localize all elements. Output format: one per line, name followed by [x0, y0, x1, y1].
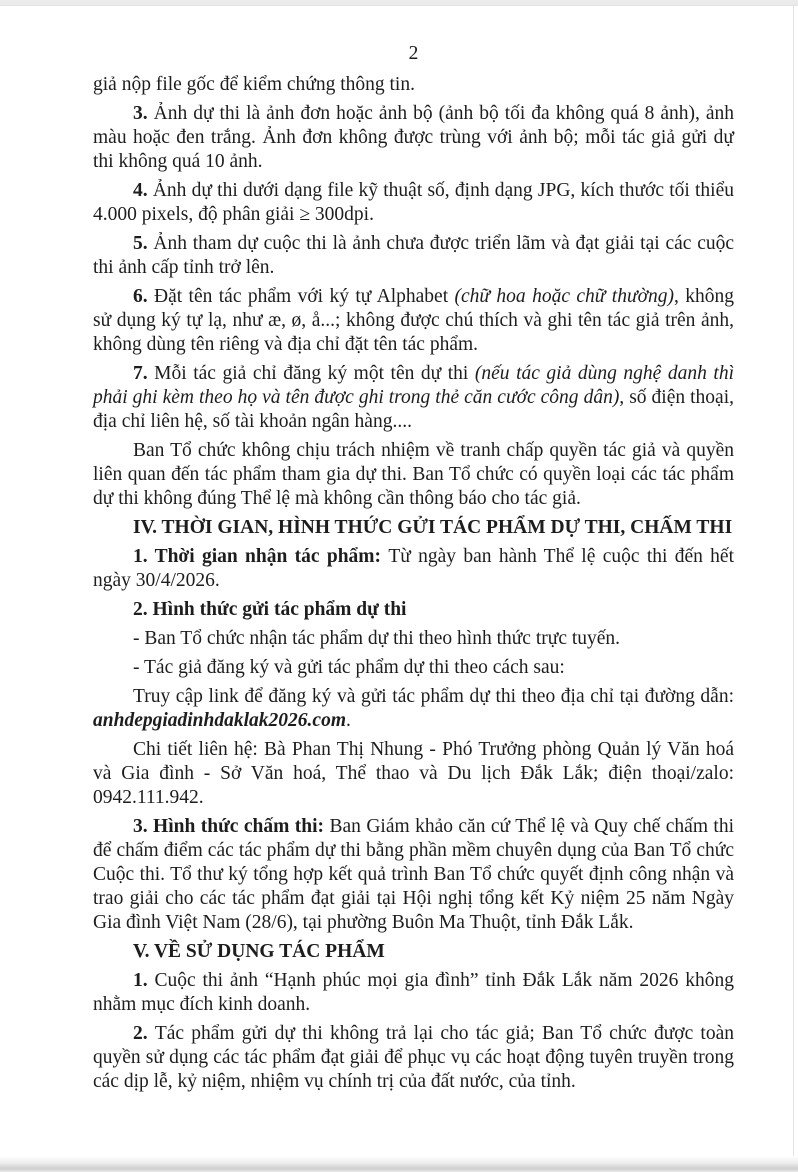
paragraph — [93, 285, 734, 357]
paragraph — [93, 815, 734, 935]
page-right-edge — [793, 6, 794, 1156]
text-run: giả nộp file gốc để kiểm chứng thông tin. — [93, 74, 415, 95]
text-run: 5. — [133, 233, 154, 254]
text-run: 2. — [133, 1023, 155, 1044]
text-run: số điện thoại, địa chỉ liên hệ, số tài khoản ngân hàng.... — [93, 387, 734, 432]
document-body — [93, 73, 734, 1094]
text-run: 2. Hình thức gửi tác phẩm dự thi — [133, 599, 407, 620]
text-run: Từ ngày ban hành Thể lệ cuộc thi đến hết ngày 30/4/2026. — [93, 546, 735, 591]
text-run: Ảnh tham dự cuộc thi là ảnh chưa được triển lãm và đạt giải tại các cuộc thi ảnh cấp tỉnh trở lên. — [93, 233, 735, 278]
text-run: Mỗi tác giả chỉ đăng ký một tên dự thi — [154, 363, 475, 384]
text-run: Cuộc thi ảnh “Hạnh phúc mọi gia đình” tỉnh Đắk Lắk năm 2026 không nhằm mục đích kinh doanh. — [93, 970, 734, 1015]
paragraph — [93, 439, 734, 511]
section-heading — [93, 516, 734, 540]
paragraph — [93, 545, 734, 593]
paragraph — [93, 232, 734, 280]
text-run: 4. — [133, 180, 153, 201]
paragraph — [93, 598, 734, 622]
paragraph — [93, 362, 734, 434]
text-run: Truy cập link để đăng ký và gửi tác phẩm dự thi theo địa chỉ tại đường dẫn: — [133, 686, 734, 707]
paragraph — [93, 102, 734, 174]
section-heading — [93, 940, 734, 964]
text-run: Ảnh dự thi là ảnh đơn hoặc ảnh bộ (ảnh bộ tối đa không quá 8 ảnh), ảnh màu hoặc đen trắng. Ảnh đơn không được trùng với ảnh bộ; mỗi tác giả gửi dự thi không quá 10 ảnh. — [93, 103, 735, 172]
text-run: Tác phẩm gửi dự thi không trả lại cho tác giả; Ban Tổ chức được toàn quyền sử dụng các tác phẩm đạt giải để phục vụ các hoạt động tuyên truyền trong các dịp lễ, kỷ niệm, nhiệm vụ chính trị của đất nước, của tỉnh. — [93, 1023, 735, 1092]
text-run: 1. Thời gian nhận tác phẩm: — [133, 546, 389, 567]
text-run: Đặt tên tác phẩm với ký tự Alphabet — [154, 286, 455, 307]
text-run: , không sử dụng ký tự lạ, như æ, ø, å...; không được chú thích và ghi tên tác giả trên ảnh, không dùng tên riêng và địa chỉ đặt tên tác phẩm. — [93, 286, 735, 355]
text-run: 6. — [133, 286, 155, 307]
paragraph — [93, 685, 734, 733]
paragraph — [93, 627, 734, 651]
text-run: (nếu tác giả dùng nghệ danh thì phải ghi kèm theo họ và tên được ghi trong thẻ căn cước công dân), — [93, 363, 734, 408]
text-run: Ban Tổ chức không chịu trách nhiệm về tranh chấp quyền tác giả và quyền liên quan đến tác phẩm tham gia dự thi. Ban Tổ chức có quyền loại các tác phẩm dự thi không đúng Thể lệ mà không cần thông báo cho tác giả. — [93, 440, 734, 509]
text-run: (chữ hoa hoặc chữ thường) — [454, 286, 674, 307]
paragraph — [93, 179, 734, 227]
paragraph — [93, 73, 734, 97]
paragraph — [93, 656, 734, 680]
page-number: 2 — [408, 43, 419, 64]
page-bottom-shadow — [0, 1156, 798, 1172]
text-run: Ảnh dự thi dưới dạng file kỹ thuật số, định dạng JPG, kích thước tối thiểu 4.000 pixels, độ phân giải ≥ 300dpi. — [93, 180, 734, 225]
contest-url: anhdepgiadinhdaklak2026.com — [93, 710, 346, 731]
paragraph — [93, 1022, 734, 1094]
paragraph — [93, 969, 734, 1017]
text-run: - Ban Tổ chức nhận tác phẩm dự thi theo hình thức trực tuyến. — [133, 628, 621, 649]
text-run: 3. Hình thức chấm thi: — [133, 816, 330, 837]
text-run: Ban Giám khảo căn cứ Thể lệ và Quy chế chấm thi để chấm điểm các tác phẩm dự thi bằng phần mềm chuyên dụng của Ban Tổ chức Cuộc thi. Tổ thư ký tổng hợp kết quả trình Ban Tổ chức quyết định công nhận và trao giải cho các tác phẩm đạt giải tại Hội nghị tổng kết Kỷ niệm 25 năm Ngày Gia đình Việt Nam (28/6), tại phường Buôn Ma Thuột, tỉnh Đắk Lắk. — [93, 816, 734, 933]
text-run: Chi tiết liên hệ: Bà Phan Thị Nhung - Phó Trưởng phòng Quản lý Văn hoá và Gia đình - Sở Văn hoá, Thể thao và Du lịch Đắk Lắk; điện thoại/zalo: 0942.111.942. — [93, 739, 734, 808]
text-run: V. VỀ SỬ DỤNG TÁC PHẨM — [133, 941, 385, 962]
text-run: - Tác giả đăng ký và gửi tác phẩm dự thi theo cách sau: — [133, 657, 565, 678]
paragraph — [93, 738, 734, 810]
text-run: 7. — [133, 363, 155, 384]
text-run: IV. THỜI GIAN, HÌNH THỨC GỬI TÁC PHẨM DỰ THI, CHẤM THI — [133, 517, 733, 538]
text-run: . — [346, 710, 351, 731]
text-run: 3. — [133, 103, 154, 124]
text-run: 1. — [133, 970, 155, 991]
